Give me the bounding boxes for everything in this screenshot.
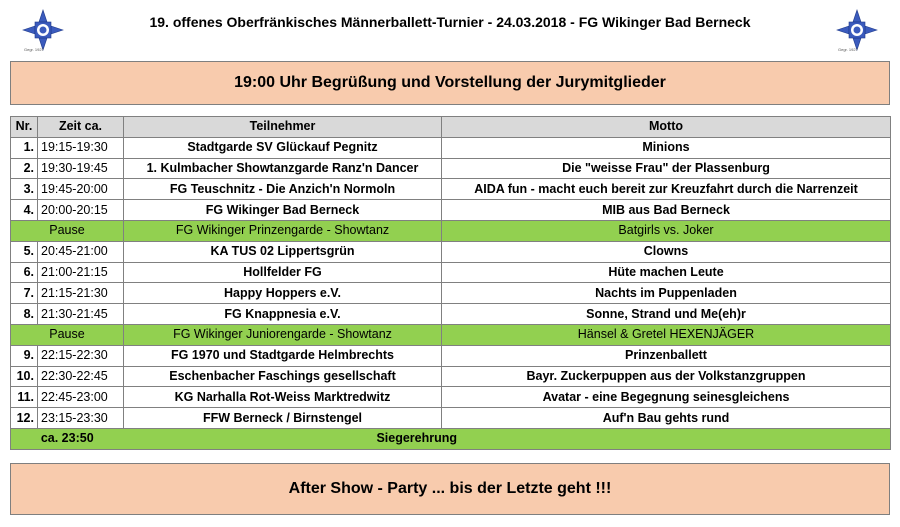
table-row — [11, 262, 891, 283]
pause-team: FG Wikinger Juniorengarde - Showtanz — [124, 324, 442, 345]
row-team: FG Teuschnitz - Die Anzich'n Normoln — [124, 179, 442, 200]
row-nr: 11. — [11, 387, 38, 408]
row-nr: 12. — [11, 408, 38, 429]
pause-team: FG Wikinger Prinzengarde - Showtanz — [124, 220, 442, 241]
row-nr: 7. — [11, 283, 38, 304]
row-team: FG Wikinger Bad Berneck — [124, 200, 442, 221]
header-teilnehmer: Teilnehmer — [124, 117, 442, 138]
table-row — [11, 387, 891, 408]
welcome-banner: 19:00 Uhr Begrüßung und Vorstellung der Jurymitglieder — [10, 61, 890, 105]
page-title: 19. offenes Oberfränkisches Männerballett-Turnier - 24.03.2018 - FG Wikinger Bad Berneck — [149, 14, 751, 30]
header-zeit: Zeit ca. — [38, 117, 124, 138]
pause-motto: Batgirls vs. Joker — [442, 220, 891, 241]
row-time: 20:45-21:00 — [38, 241, 124, 262]
award-label — [124, 428, 891, 449]
row-nr: 1. — [11, 137, 38, 158]
table-row — [11, 241, 891, 262]
row-nr: 4. — [11, 200, 38, 221]
club-logo-left — [20, 7, 66, 53]
row-motto: Hüte machen Leute — [442, 262, 891, 283]
row-motto: MIB aus Bad Berneck — [442, 200, 891, 221]
row-team: KG Narhalla Rot-Weiss Marktredwitz — [124, 387, 442, 408]
after-show-banner: After Show - Party ... bis der Letzte geht !!! — [10, 463, 890, 515]
row-motto: Auf'n Bau gehts rund — [442, 408, 891, 429]
table-row — [11, 283, 891, 304]
row-motto: Avatar - eine Begegnung seinesgleichens — [442, 387, 891, 408]
schedule-table — [10, 116, 891, 450]
row-nr: 3. — [11, 179, 38, 200]
row-time: 21:30-21:45 — [38, 304, 124, 325]
row-time: 23:15-23:30 — [38, 408, 124, 429]
table-row — [11, 345, 891, 366]
pause-row — [11, 324, 891, 345]
award-label-text: Siegerehrung — [376, 431, 458, 446]
row-time: 19:30-19:45 — [38, 158, 124, 179]
logo-founded-text: Gegr. 1927 — [838, 47, 858, 52]
row-team: Stadtgarde SV Glückauf Pegnitz — [124, 137, 442, 158]
row-motto: AIDA fun - macht euch bereit zur Kreuzfahrt durch die Narrenzeit — [442, 179, 891, 200]
table-row — [11, 158, 891, 179]
row-team: 1. Kulmbacher Showtanzgarde Ranz'n Dancer — [124, 158, 442, 179]
table-row — [11, 366, 891, 387]
row-motto: Bayr. Zuckerpuppen aus der Volkstanzgruppen — [442, 366, 891, 387]
pause-motto: Hänsel & Gretel HEXENJÄGER — [442, 324, 891, 345]
row-motto: Nachts im Puppenladen — [442, 283, 891, 304]
row-motto: Sonne, Strand und Me(eh)r — [442, 304, 891, 325]
row-team: Eschenbacher Faschings gesellschaft — [124, 366, 442, 387]
row-time: 20:00-20:15 — [38, 200, 124, 221]
row-nr: 6. — [11, 262, 38, 283]
row-team: FG Knappnesia e.V. — [124, 304, 442, 325]
row-nr: 10. — [11, 366, 38, 387]
award-time: ca. 23:50 — [11, 428, 124, 449]
row-nr: 9. — [11, 345, 38, 366]
pause-row — [11, 220, 891, 241]
row-team: KA TUS 02 Lippertsgrün — [124, 241, 442, 262]
table-row — [11, 304, 891, 325]
logo-founded-text: Gegr. 1927 — [24, 47, 44, 52]
row-motto: Clowns — [442, 241, 891, 262]
pause-label: Pause — [11, 220, 124, 241]
table-row — [11, 179, 891, 200]
header-motto: Motto — [442, 117, 891, 138]
row-nr: 8. — [11, 304, 38, 325]
table-row — [11, 408, 891, 429]
table-header-row — [11, 117, 891, 138]
row-time: 19:45-20:00 — [38, 179, 124, 200]
club-logo-right — [834, 7, 880, 53]
row-team: FFW Berneck / Birnstengel — [124, 408, 442, 429]
row-team: Happy Hoppers e.V. — [124, 283, 442, 304]
row-team: FG 1970 und Stadtgarde Helmbrechts — [124, 345, 442, 366]
row-motto: Prinzenballett — [442, 345, 891, 366]
row-nr: 5. — [11, 241, 38, 262]
row-time: 21:15-21:30 — [38, 283, 124, 304]
table-row — [11, 137, 891, 158]
table-row — [11, 200, 891, 221]
row-motto: Minions — [442, 137, 891, 158]
award-ceremony-row — [11, 428, 891, 449]
row-time: 22:15-22:30 — [38, 345, 124, 366]
row-motto: Die "weisse Frau" der Plassenburg — [442, 158, 891, 179]
row-team: Hollfelder FG — [124, 262, 442, 283]
row-time: 19:15-19:30 — [38, 137, 124, 158]
header-nr: Nr. — [11, 117, 38, 138]
row-time: 21:00-21:15 — [38, 262, 124, 283]
row-nr: 2. — [11, 158, 38, 179]
row-time: 22:30-22:45 — [38, 366, 124, 387]
pause-label: Pause — [11, 324, 124, 345]
row-time: 22:45-23:00 — [38, 387, 124, 408]
